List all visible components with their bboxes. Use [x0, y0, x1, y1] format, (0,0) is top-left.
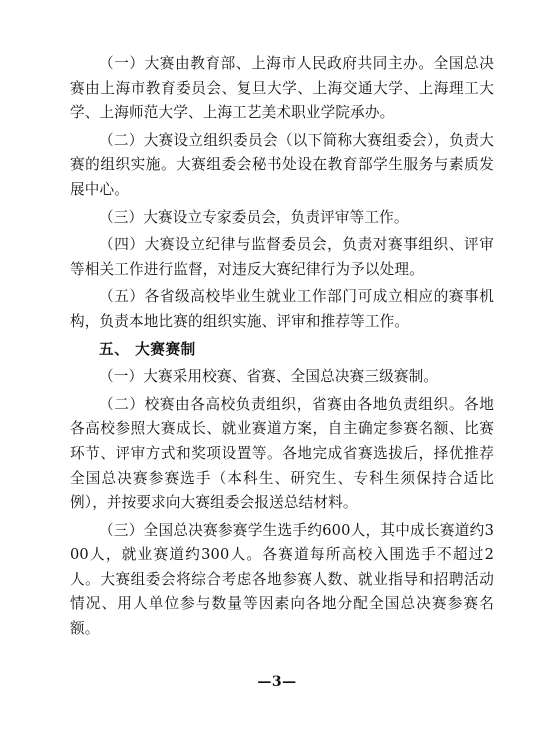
paragraph-school-provincial-rounds: （二）校赛由各高校负责组织，省赛由各地负责组织。各地各高校参照大赛成长、就业赛道方案，自主确定参赛名额、比赛环节、评审方式和奖项设置等。各地完成省赛选拔后，择优推荐全国总决赛参赛选手（本科生、研究生、专科生须保持合适比例），并按要求向大赛组委会报送总结材料。 [70, 395, 494, 512]
paragraph-organizing-committee: （二）大赛设立组织委员会（以下简称大赛组委会），负责大赛的组织实施。大赛组委会秘书处设在教育部学生服务与素质发展中心。 [70, 131, 494, 198]
document-body [70, 52, 494, 645]
paragraph-national-finals: （三）全国总决赛参赛学生选手约600人，其中成长赛道约300人，就业赛道约300人。各赛道每所高校入围选手不超过2人。大赛组委会将综合考虑各地参赛人数、就业指导和招聘活动情况、用人单位参与数量等因素向各地分配全国总决赛参赛名额。 [70, 521, 494, 638]
paragraph-organizers: （一）大赛由教育部、上海市人民政府共同主办。全国总决赛由上海市教育委员会、复旦大学、上海交通大学、上海理工大学、上海师范大学、上海工艺美术职业学院承办。 [70, 55, 494, 122]
paragraph-supervision-committee: （四）大赛设立纪律与监督委员会，负责对赛事组织、评审等相关工作进行监督，对违反大赛纪律行为予以处理。 [70, 236, 494, 278]
paragraph-provincial-bodies: （五）各省级高校毕业生就业工作部门可成立相应的赛事机构，负责本地比赛的组织实施、评审和推荐等工作。 [70, 288, 494, 330]
paragraph-three-tier-system: （一）大赛采用校赛、省赛、全国总决赛三级赛制。 [99, 368, 439, 386]
section-heading: 五、 大赛赛制 [99, 340, 196, 358]
paragraph-expert-committee: （三）大赛设立专家委员会，负责评审等工作。 [99, 208, 409, 226]
page-number: —3— [257, 674, 297, 690]
